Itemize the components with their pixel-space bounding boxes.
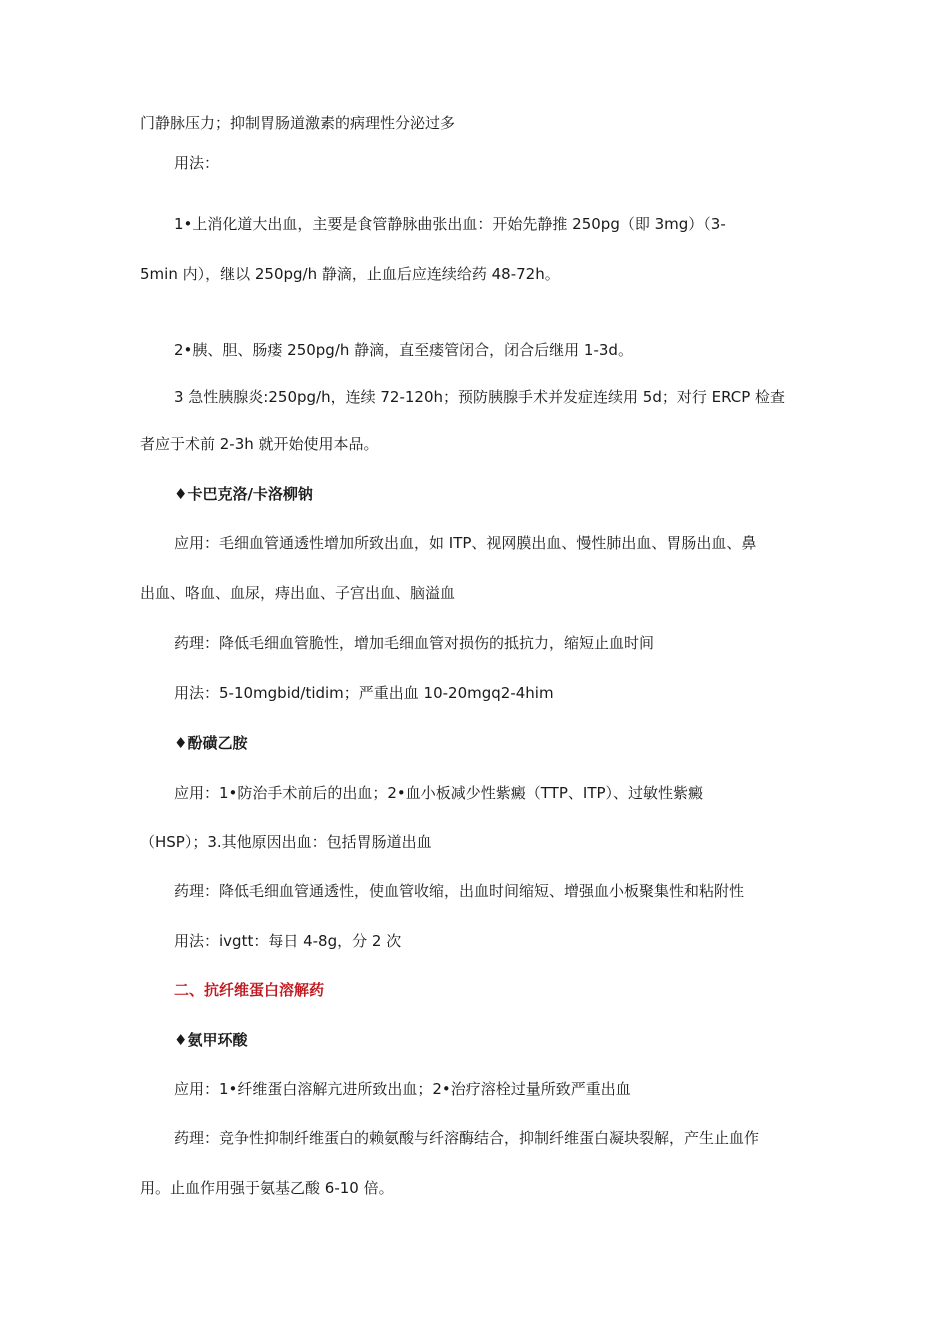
- text-line: 3 急性胰腺炎:250pg/h，连续 72-120h；预防胰腺手术并发症连续用 5d；对行 ERCP 检查: [174, 388, 786, 406]
- drug-heading: ♦酚磺乙胺: [174, 734, 248, 752]
- text-line: 药理：降低毛细血管脆性，增加毛细血管对损伤的抵抗力，缩短止血时间: [174, 634, 655, 652]
- text-line: 用。止血作用强于氨基乙酸 6-10 倍。: [140, 1179, 394, 1197]
- text-line: 应用：1•防治手术前后的出血；2•血小板减少性紫癜（TTP、ITP）、过敏性紫癜: [174, 784, 704, 802]
- text-line: 用法：: [174, 154, 220, 172]
- drug-heading: ♦氨甲环酸: [174, 1031, 248, 1049]
- text-line: 应用：1•纤维蛋白溶解亢进所致出血；2•治疗溶栓过量所致严重出血: [174, 1080, 631, 1098]
- drug-heading: ♦卡巴克洛/卡洛柳钠: [174, 485, 313, 503]
- text-line: 出血、咯血、血尿，痔出血、子宫出血、脑溢血: [140, 584, 456, 602]
- section-heading: 二、抗纤维蛋白溶解药: [174, 981, 325, 999]
- text-line: 药理：降低毛细血管通透性，使血管收缩，出血时间缩短、增强血小板聚集性和粘附性: [174, 882, 745, 900]
- text-line: 2•胰、胆、肠瘘 250pg/h 静滴，直至瘘管闭合，闭合后继用 1-3d。: [174, 341, 633, 359]
- text-line: 应用：毛细血管通透性增加所致出血，如 ITP、视网膜出血、慢性肺出血、胃肠出血、鼻: [174, 534, 757, 552]
- text-line: 用法：ivgtt：每日 4-8g，分 2 次: [174, 932, 402, 950]
- text-line: 用法：5-10mgbid/tidim；严重出血 10-20mgq2-4him: [174, 684, 554, 702]
- text-line: 者应于术前 2-3h 就开始使用本品。: [140, 435, 379, 453]
- text-line: 5min 内），继以 250pg/h 静滴，止血后应连续给药 48-72h。: [140, 265, 560, 283]
- text-line: 药理：竞争性抑制纤维蛋白的赖氨酸与纤溶酶结合，抑制纤维蛋白凝块裂解，产生止血作: [174, 1129, 760, 1147]
- text-line: （HSP）；3.其他原因出血：包括胃肠道出血: [140, 833, 432, 851]
- text-line: 门静脉压力；抑制胃肠道激素的病理性分泌过多: [140, 114, 456, 132]
- text-line: 1•上消化道大出血，主要是食管静脉曲张出血：开始先静推 250pg（即 3mg）（3-: [174, 215, 726, 233]
